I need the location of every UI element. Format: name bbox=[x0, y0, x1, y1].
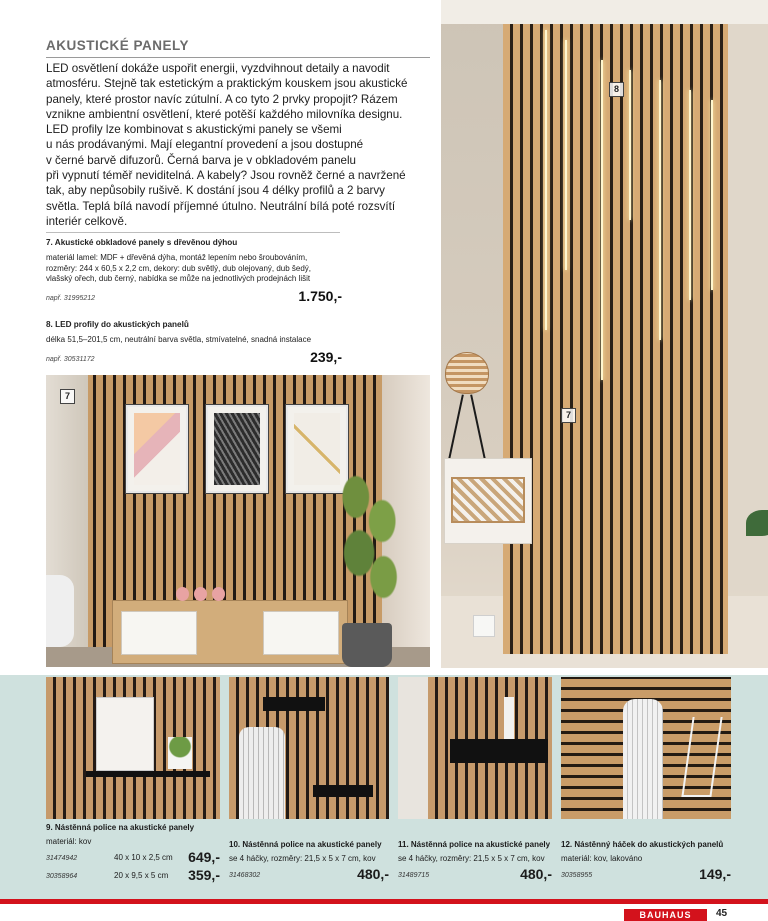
plant-leaf bbox=[746, 510, 768, 536]
photo-product-12 bbox=[561, 677, 731, 819]
wall-shelf bbox=[313, 785, 373, 797]
intro-line: LED osvětlení dokáže uspořit energii, vyzdvihnout detaily a navodit bbox=[46, 62, 390, 75]
plant-pot bbox=[168, 737, 192, 769]
product-description-line: materiál lamel: MDF + dřevěná dýha, montáž lepením nebo šroubováním, bbox=[46, 253, 308, 262]
product-code: 31468302 bbox=[229, 872, 261, 879]
led-strip bbox=[601, 60, 603, 380]
intro-line: tak, aby nepůsobily rušivě. K dostání jsou 4 délky profilů a 2 barvy bbox=[46, 184, 385, 198]
picture-art bbox=[134, 413, 180, 485]
book bbox=[96, 697, 154, 771]
product-10 bbox=[229, 840, 389, 882]
towel bbox=[239, 727, 285, 819]
potted-plant bbox=[336, 465, 402, 625]
photo-side-wall bbox=[728, 24, 768, 584]
product-dimensions: 40 x 10 x 2,5 cm bbox=[114, 853, 173, 862]
intro-line: atmosféru. Stejně tak estetickým a praktickým kouskem jsou akustické bbox=[46, 77, 408, 91]
led-strip bbox=[565, 40, 567, 270]
product-price-row bbox=[46, 288, 342, 304]
photo-product-10 bbox=[229, 677, 389, 819]
intro-line: u nás prodávanými. Mají elegantní provedení a jsou dostupné bbox=[46, 138, 364, 152]
product-description: materiál: kov, lakováno bbox=[561, 854, 643, 863]
product-description-line: rozměry: 244 x 60,5 x 2,2 cm, dekory: dub světlý, dub olejovaný, dub šedý, bbox=[46, 263, 312, 273]
product-title: 11. Nástěnná police na akustické panely bbox=[398, 840, 551, 849]
photo-led-panel-wall bbox=[441, 0, 768, 668]
wall-picture bbox=[126, 405, 188, 493]
product-price: 239,- bbox=[310, 348, 342, 365]
table-lamp bbox=[445, 352, 489, 394]
product-description-line: vlašský ořech, dub černý, nabídka se může na jednotlivých prodejnách lišit bbox=[46, 274, 311, 284]
photo-living-room bbox=[46, 375, 430, 667]
product-price: 480,- bbox=[357, 866, 389, 882]
product-description: materiál: kov bbox=[46, 837, 92, 846]
sideboard-door bbox=[263, 611, 339, 655]
product-price: 480,- bbox=[520, 866, 552, 882]
lamp-leg bbox=[448, 395, 464, 460]
photo-label-badge: 8 bbox=[609, 82, 624, 97]
led-strip bbox=[545, 30, 547, 330]
product-11 bbox=[398, 840, 552, 882]
lamp-leg bbox=[470, 395, 486, 460]
photo-product-9 bbox=[46, 677, 220, 819]
led-strip bbox=[659, 80, 661, 340]
product-12 bbox=[561, 840, 731, 882]
decor-vase bbox=[212, 587, 225, 601]
intro-divider bbox=[46, 232, 340, 233]
product-variant-row bbox=[46, 865, 220, 883]
product-title: 10. Nástěnná police na akustické panely bbox=[229, 840, 382, 849]
intro-text bbox=[46, 61, 434, 229]
intro-line: LED profily lze kombinovat s akustickými panely se všemi bbox=[46, 123, 342, 137]
led-strip bbox=[689, 90, 691, 300]
product-title: 7. Akustické obkladové panely s dřevěnou dýhou bbox=[46, 238, 238, 247]
wall-shelf bbox=[86, 771, 210, 777]
section-heading: AKUSTICKÉ PANELY bbox=[46, 38, 190, 53]
armchair bbox=[46, 575, 74, 647]
intro-line: při vypnutí téměř neviditelná. A kabely? Jsou rovněž černé a navržené bbox=[46, 169, 406, 183]
product-8 bbox=[46, 320, 342, 365]
led-strip bbox=[629, 70, 631, 220]
product-description: se 4 háčky, rozměry: 21,5 x 5 x 7 cm, kov bbox=[398, 854, 545, 863]
wall-socket bbox=[473, 615, 495, 637]
wall-shelf bbox=[444, 458, 532, 544]
page-number: 45 bbox=[716, 908, 728, 919]
product-code: 31489715 bbox=[398, 872, 430, 879]
photo-wall bbox=[398, 677, 428, 819]
product-price: 359,- bbox=[188, 867, 220, 883]
picture-art bbox=[294, 413, 340, 485]
product-price-row bbox=[561, 864, 731, 882]
product-variant-row bbox=[46, 847, 220, 865]
photo-product-11 bbox=[398, 677, 552, 819]
product-price: 649,- bbox=[188, 849, 220, 865]
product-description: se 4 háčky, rozměry: 21,5 x 5 x 7 cm, kov bbox=[229, 854, 376, 863]
sideboard bbox=[112, 600, 348, 664]
picture-art bbox=[214, 413, 260, 485]
wall-shelf bbox=[450, 739, 548, 763]
footer-rule bbox=[0, 899, 768, 904]
product-code: 31474942 bbox=[46, 855, 78, 862]
product-7 bbox=[46, 238, 342, 304]
product-code: 30358955 bbox=[561, 872, 593, 879]
product-dimensions: 20 x 9,5 x 5 cm bbox=[114, 871, 169, 880]
product-code: např. 30531172 bbox=[46, 355, 95, 363]
sideboard-door bbox=[121, 611, 197, 655]
product-title: 12. Nástěnný háček do akustických panelů bbox=[561, 840, 724, 849]
intro-line: panely, které prostor navíc zútulní. A co tyto 2 prvky propojit? Rázem bbox=[46, 92, 398, 106]
brand-logo: BAUHAUS bbox=[624, 909, 707, 921]
product-code: např. 31995212 bbox=[46, 294, 96, 302]
photo-label-badge: 7 bbox=[561, 408, 576, 423]
intro-line: interiér celkově. bbox=[46, 214, 128, 228]
bottle bbox=[504, 697, 514, 739]
product-title: 8. LED profily do akustických panelů bbox=[46, 320, 189, 329]
product-price-row bbox=[46, 349, 342, 365]
decor-vase bbox=[176, 587, 189, 601]
product-description-line: délka 51,5–201,5 cm, neutrální barva světla, stmívatelné, snadná instalace bbox=[46, 335, 312, 344]
rattan-drawer bbox=[451, 477, 525, 523]
product-description bbox=[46, 335, 342, 346]
heading-divider bbox=[46, 57, 430, 58]
towel bbox=[623, 699, 663, 819]
product-price: 1.750,- bbox=[298, 287, 342, 304]
product-price-row bbox=[229, 864, 389, 882]
product-title: 9. Nástěnná police na akustické panely bbox=[46, 823, 195, 832]
plant-pot bbox=[342, 623, 392, 667]
led-strip bbox=[711, 100, 713, 290]
wall-shelf bbox=[263, 697, 325, 711]
photo-label-badge: 7 bbox=[60, 389, 75, 404]
product-9 bbox=[46, 823, 220, 883]
intro-line: v černé barvě difuzorů. Černá barva je v obkladovém panelu bbox=[46, 153, 356, 167]
intro-line: vznikne ambientní osvětlení, které potěší každého milovníka designu. bbox=[46, 107, 403, 121]
product-price-row bbox=[398, 864, 552, 882]
product-code: 30358964 bbox=[46, 873, 78, 880]
acoustic-panel bbox=[503, 24, 728, 654]
product-price: 149,- bbox=[699, 866, 731, 882]
product-description bbox=[46, 253, 342, 285]
photo-ceiling bbox=[441, 0, 768, 24]
decor-vase bbox=[194, 587, 207, 601]
intro-line: světla. Teplá bílá navodí příjemné útulno. Neutrální bílá poté rozsvítí bbox=[46, 199, 396, 213]
wall-picture bbox=[206, 405, 268, 493]
